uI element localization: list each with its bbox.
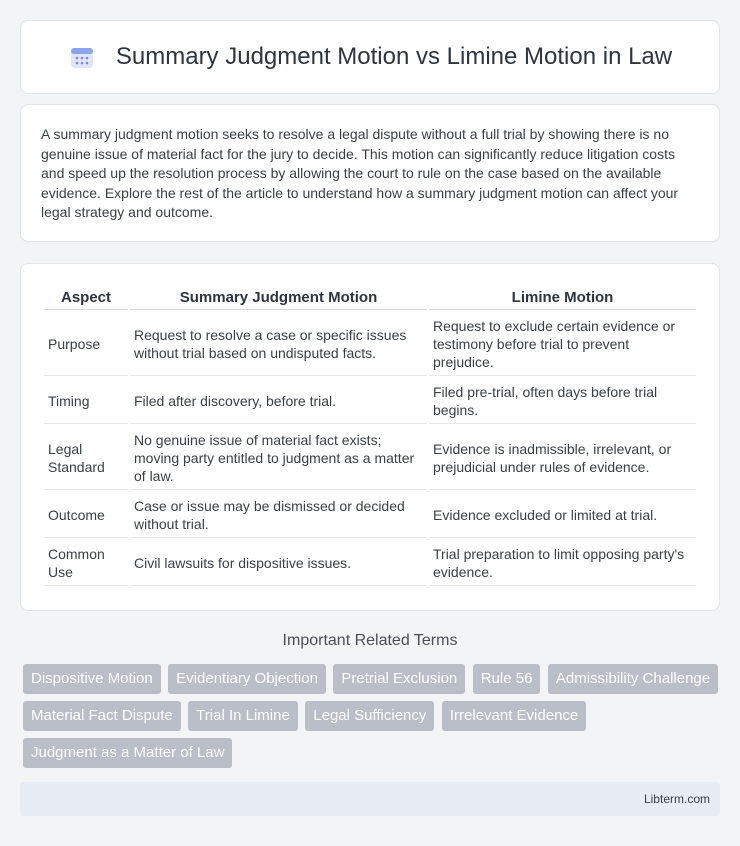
aspect-cell: Outcome bbox=[44, 492, 128, 538]
tag-irrelevant-evidence[interactable]: Irrelevant Evidence bbox=[442, 701, 586, 731]
related-terms-list bbox=[23, 664, 723, 775]
aspect-cell: Legal Standard bbox=[44, 426, 128, 490]
tag-evidentiary-objection[interactable]: Evidentiary Objection bbox=[168, 664, 326, 694]
summary-judgment-cell: Case or issue may be dismissed or decided without trial. bbox=[130, 492, 427, 538]
title-card bbox=[20, 20, 720, 94]
limine-cell: Evidence is inadmissible, irrelevant, or prejudicial under rules of evidence. bbox=[429, 426, 696, 490]
comparison-card bbox=[20, 263, 720, 611]
page-title: Summary Judgment Motion vs Limine Motion in Law bbox=[115, 43, 673, 70]
aspect-cell: Timing bbox=[44, 378, 128, 424]
table-row bbox=[44, 540, 696, 586]
table-row bbox=[44, 378, 696, 424]
intro-text: A summary judgment motion seeks to resolve a legal dispute without a full trial by showing there is no genuine issue of material fact for the jury to decide. This motion can significantly reduce litigation costs and speed up the resolution process by allowing the court to rule on the case based on the available evidence. Explore the rest of the article to understand how a summary judgment motion can affect your legal strategy and outcome. bbox=[41, 126, 679, 220]
tag-material-fact-dispute[interactable]: Material Fact Dispute bbox=[23, 701, 181, 731]
tag-trial-in-limine[interactable]: Trial In Limine bbox=[188, 701, 298, 731]
table-row bbox=[44, 492, 696, 538]
table-row bbox=[44, 426, 696, 490]
summary-judgment-cell: Filed after discovery, before trial. bbox=[130, 378, 427, 424]
related-terms-heading: Important Related Terms bbox=[282, 632, 458, 649]
header-summary-judgment: Summary Judgment Motion bbox=[130, 286, 427, 310]
comparison-table bbox=[42, 284, 698, 588]
header-aspect: Aspect bbox=[44, 286, 128, 310]
aspect-cell: Purpose bbox=[44, 312, 128, 376]
tag-pretrial-exclusion[interactable]: Pretrial Exclusion bbox=[333, 664, 465, 694]
limine-cell: Evidence excluded or limited at trial. bbox=[429, 492, 696, 538]
tag-judgment-as-matter-of-law[interactable]: Judgment as a Matter of Law bbox=[23, 738, 232, 768]
intro-card bbox=[20, 104, 720, 242]
table-header-row bbox=[44, 286, 696, 310]
footer bbox=[20, 782, 720, 816]
footer-site-link[interactable]: Libterm.com bbox=[643, 792, 710, 806]
tag-admissibility-challenge[interactable]: Admissibility Challenge bbox=[548, 664, 718, 694]
summary-judgment-cell: Civil lawsuits for dispositive issues. bbox=[130, 540, 427, 586]
calendar-icon bbox=[68, 43, 96, 71]
table-row bbox=[44, 312, 696, 376]
limine-cell: Request to exclude certain evidence or testimony before trial to prevent prejudice. bbox=[429, 312, 696, 376]
limine-cell: Trial preparation to limit opposing party's evidence. bbox=[429, 540, 696, 586]
tag-rule-56[interactable]: Rule 56 bbox=[473, 664, 541, 694]
tag-dispositive-motion[interactable]: Dispositive Motion bbox=[23, 664, 161, 694]
header-limine: Limine Motion bbox=[429, 286, 696, 310]
limine-cell: Filed pre-trial, often days before trial begins. bbox=[429, 378, 696, 424]
tag-legal-sufficiency[interactable]: Legal Sufficiency bbox=[305, 701, 434, 731]
aspect-cell: Common Use bbox=[44, 540, 128, 586]
summary-judgment-cell: Request to resolve a case or specific issues without trial based on undisputed facts. bbox=[130, 312, 427, 376]
summary-judgment-cell: No genuine issue of material fact exists; moving party entitled to judgment as a matter of law. bbox=[130, 426, 427, 490]
